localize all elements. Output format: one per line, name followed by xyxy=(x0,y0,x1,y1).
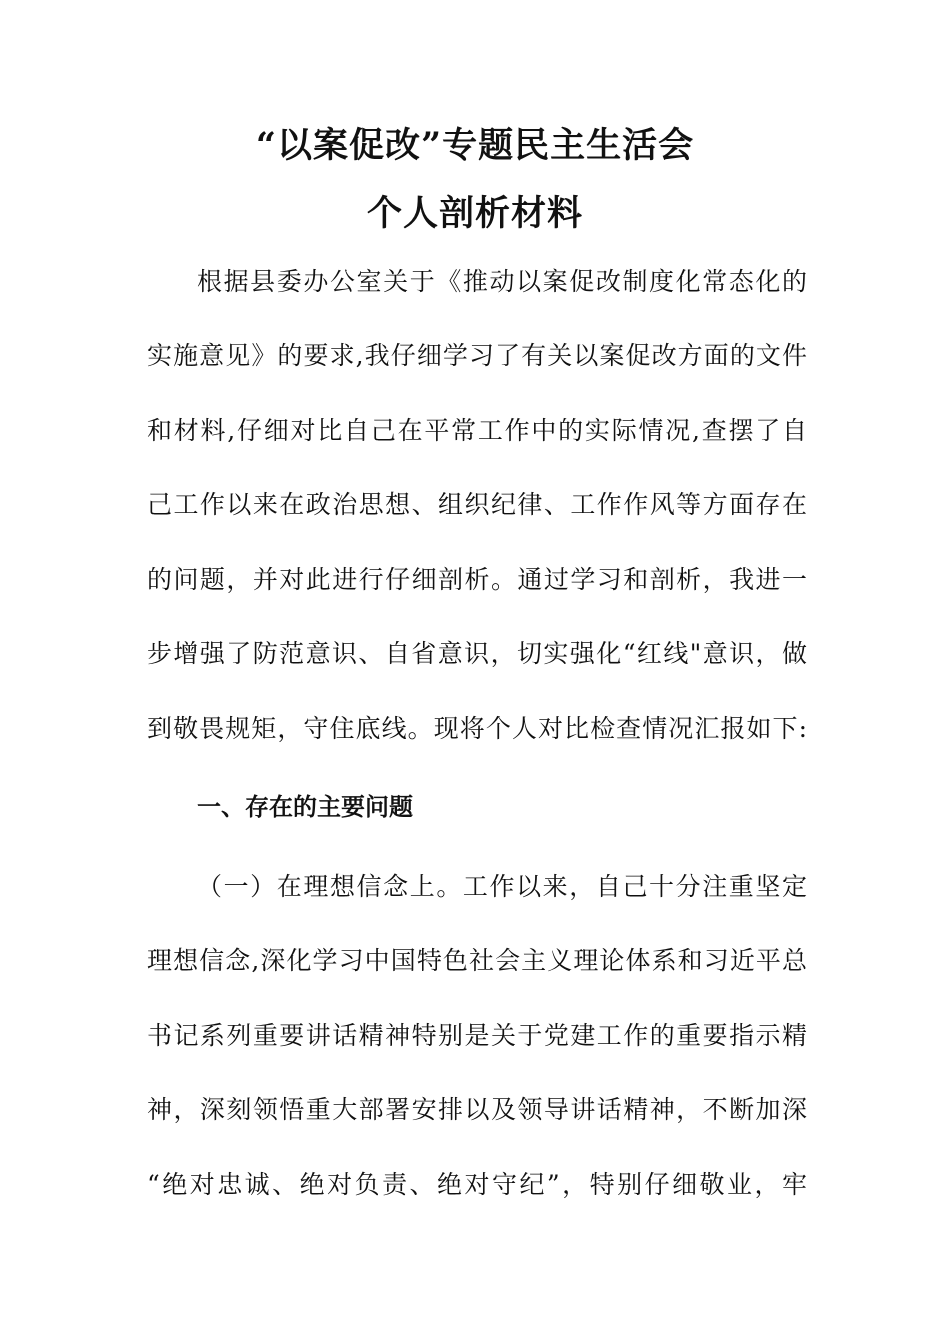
section-heading: 一、存在的主要问题 xyxy=(197,793,413,821)
document-subtitle: 个人剖析材料 xyxy=(366,193,583,234)
paragraph-line: 步增强了防范意识、自省意识，切实强化“红线"意识，做 xyxy=(147,639,807,668)
paragraph-line: 和材料,仔细对比自己在平常工作中的实际情况,查摆了自 xyxy=(147,416,807,445)
paragraph-line: “绝对忠诚、绝对负责、绝对守纪”，特别仔细敬业，牢 xyxy=(147,1170,807,1199)
paragraph-line: 到敬畏规矩，守住底线。现将个人对比检查情况汇报如下: xyxy=(147,714,807,743)
paragraph-line: 根据县委办公室关于《推动以案促改制度化常态化的 xyxy=(197,267,807,296)
paragraph-line: （一）在理想信念上。工作以来，自己十分注重坚定 xyxy=(197,872,807,901)
document-title: “以案促改”专题民主生活会 xyxy=(255,125,695,166)
paragraph-line: 的问题，并对此进行仔细剖析。通过学习和剖析，我进一 xyxy=(147,565,807,594)
paragraph-line: 己工作以来在政治思想、组织纪律、工作作风等方面存在 xyxy=(147,490,807,519)
paragraph-line: 理想信念,深化学习中国特色社会主义理论体系和习近平总 xyxy=(147,946,807,975)
paragraph-line: 书记系列重要讲话精神特别是关于党建工作的重要指示精 xyxy=(147,1021,807,1050)
paragraph-line: 神，深刻领悟重大部署安排以及领导讲话精神，不断加深 xyxy=(147,1095,807,1124)
paragraph-line: 实施意见》的要求,我仔细学习了有关以案促改方面的文件 xyxy=(147,341,807,370)
